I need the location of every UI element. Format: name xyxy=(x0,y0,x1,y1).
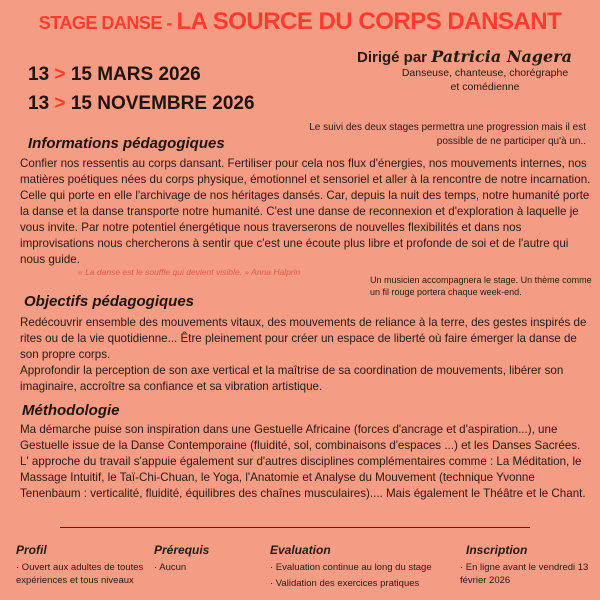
quote: « La danse est le souffle qui devient visible. » Anna Halprin xyxy=(78,267,301,277)
title-stage: STAGE DANSE - xyxy=(38,13,177,33)
footer-evaluation xyxy=(270,543,455,590)
footer-prerequis xyxy=(154,543,254,574)
inscription-heading: Inscription xyxy=(466,543,528,557)
inscription-text: · En ligne avant le vendredi 13 février 2026 xyxy=(460,562,589,586)
methodologie-text: Ma démarche puise son inspiration dans une Gestuelle Africaine (forces d'ancrage et d'aspiration...), une Gestuelle issue de la Danse Contemporaine (fluidité, sol, combinaisons d'espaces ...) et les Danses Sacrées. L' approche du travail s'appuie également sur d'autres disciplines complémentaires comme : La Méditation, le Massage Intuitif, le Taï-Chi-Chuan, le Yoga, l'Anatomie et Analyse du Mouvement (technique Yvonne Tenenbaum : verticalité, fluidité, équilibres des chaînes musculaires).... Mais également le Théâtre et le Chant. xyxy=(20,423,586,500)
objectifs-text xyxy=(20,315,592,395)
director-role: Danseuse, chanteuse, chorégraphe et comédienne xyxy=(401,67,569,93)
evaluation-item-1: · Evaluation continue au long du stage xyxy=(270,562,432,573)
profil-text: · Ouvert aux adultes de toutes expériences et tous niveaux xyxy=(16,562,144,586)
footer-inscription xyxy=(460,543,594,587)
profil-heading: Profil xyxy=(16,543,47,557)
objectifs-paragraph-2: Approfondir la perception de son axe vertical et la maîtrise de sa coordination de mouvements, libérer son imaginaire, accroître sa confiance et sa vibration artistique. xyxy=(20,364,564,393)
divider xyxy=(60,527,530,528)
evaluation-item-2: · Validation des exercices pratiques xyxy=(270,578,420,589)
prerequis-text: · Aucun xyxy=(154,562,187,573)
date-march: 13 > 15 MARS 2026 xyxy=(28,64,201,85)
heading-informations: Informations pédagogiques xyxy=(28,135,225,152)
evaluation-heading: Evaluation xyxy=(270,543,331,557)
arrow-icon: > xyxy=(54,64,66,85)
director-name: Patricia Nagera xyxy=(431,47,572,66)
prerequis-heading: Prérequis xyxy=(154,543,210,557)
footer-profil xyxy=(16,543,146,587)
page-title xyxy=(0,8,600,36)
musician-note: Un musicien accompagnera le stage. Un thème comme un fil rouge portera chaque week-end. xyxy=(370,275,592,297)
director-line: Dirigé par Patricia Nagera xyxy=(357,47,572,66)
heading-objectifs: Objectifs pédagogiques xyxy=(24,293,195,310)
date-november: 13 > 15 NOVEMBRE 2026 xyxy=(28,93,255,114)
informations-text: Confier nos ressentis au corps dansant. Fertiliser pour cela nos flux d'énergies, nos mouvements internes, nos matières poétiques nées du corps physique, émotionnel et sensoriel et aller à la rencontre de notre incarnation. Celle qui porte en elle l'archivage de nos héritages dansés. Car, depuis la nuit des temps, notre humanité porte la danse et la danse transporte notre humanité. C'est une danse de reconnexion et d'exploration à laquelle je vous invite. Par notre potentiel énergétique nous traverserons de nouvelles flexibilités et dans nos improvisations nous chercherons à sentir que c'est une écoute plus libre et profonde de soi et de l'autre qui nous guide. xyxy=(20,157,591,266)
heading-methodologie: Méthodologie xyxy=(22,402,120,419)
progression-note: Le suivi des deux stages permettra une progression mais il est possible de ne participer qu'à un.. xyxy=(309,122,586,147)
arrow-icon: > xyxy=(54,93,66,114)
title-main: LA SOURCE DU CORPS DANSANT xyxy=(176,8,562,35)
objectifs-paragraph-1: Redécouvrir ensemble des mouvements vitaux, des mouvements de reliance à la terre, des gestes inspirés de rites ou de la vie quotidienne... Être pleinement pour créer un espace de liberté où faire émerger la danse de son propre corps. xyxy=(20,316,587,361)
